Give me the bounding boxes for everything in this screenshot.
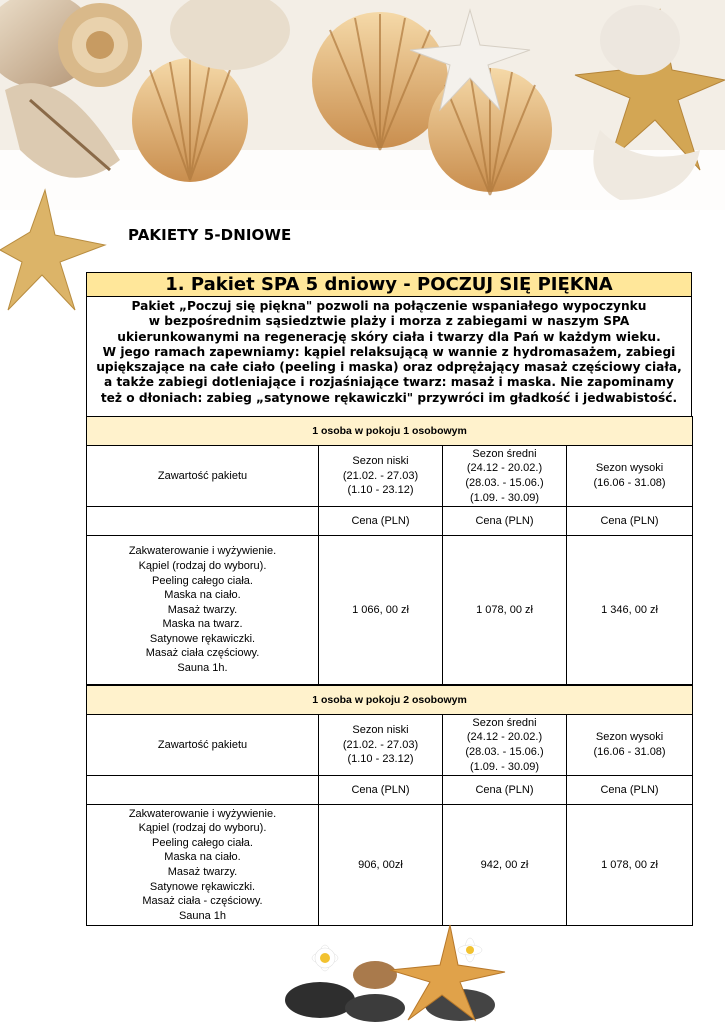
package-item: Satynowe rękawiczki.	[149, 632, 256, 645]
price-high: 1 346, 00 zł	[567, 536, 693, 685]
price-label: Cena (PLN)	[443, 776, 567, 805]
package-box	[86, 272, 692, 417]
season-dates: (24.12 - 20.02.)	[466, 731, 543, 744]
season-name: Sezon wysoki	[595, 731, 664, 744]
package-item: Sauna 1h	[178, 909, 227, 922]
section-title: PAKIETY 5-DNIOWE	[128, 226, 292, 244]
season-high	[567, 715, 693, 776]
package-item: Peeling całego ciała.	[152, 574, 253, 587]
season-high	[567, 446, 693, 507]
season-dates: (21.02. - 27.03)	[342, 738, 419, 751]
package-item: Maska na ciało.	[164, 851, 241, 864]
package-item: Masaż twarzy.	[167, 603, 238, 616]
package-items	[87, 805, 319, 926]
price-label: Cena (PLN)	[319, 776, 443, 805]
description-line: też o dłoniach: zabieg „satynowe rękawiczki" przywróci im gładkość i jedwabistość.	[100, 390, 678, 405]
content-label: Zawartość pakietu	[87, 715, 319, 776]
price-low: 1 066, 00 zł	[319, 536, 443, 685]
season-low	[319, 715, 443, 776]
price-label: Cena (PLN)	[443, 507, 567, 536]
price-high: 1 078, 00 zł	[567, 805, 693, 926]
price-mid: 942, 00 zł	[443, 805, 567, 926]
season-dates: (16.06 - 31.08)	[593, 746, 666, 758]
season-dates: (1.09. - 30.09)	[469, 491, 540, 504]
price-table-double-room	[86, 685, 693, 926]
season-mid	[443, 446, 567, 507]
starfish-footer-image	[280, 920, 510, 1024]
package-item: Maska na twarz.	[162, 618, 243, 631]
season-name: Sezon niski	[352, 724, 409, 737]
season-dates: (1.10 - 23.12)	[347, 753, 414, 766]
season-dates: (24.12 - 20.02.)	[466, 462, 543, 475]
package-item: Kąpiel (rodzaj do wyboru).	[138, 822, 267, 835]
season-name: Sezon wysoki	[595, 462, 664, 475]
package-title: 1. Pakiet SPA 5 dniowy - POCZUJ SIĘ PIĘKNA	[87, 273, 691, 297]
package-item: Masaż twarzy.	[167, 866, 238, 878]
season-dates: (16.06 - 31.08)	[593, 477, 666, 489]
season-dates: (28.03. - 15.06.)	[465, 746, 544, 758]
description-line: w bezpośrednim sąsiedztwie plaży i morza z zabiegami w naszym SPA	[148, 314, 630, 329]
package-item: Sauna 1h.	[177, 662, 228, 675]
description-line: a także zabiegi dotleniające i rozjaśniające twarz: masaż i maska. Nie zapominamy	[104, 375, 674, 390]
price-label: Cena (PLN)	[319, 507, 443, 536]
season-dates: (21.02. - 27.03)	[342, 469, 419, 482]
package-item: Zakwaterowanie i wyżywienie.	[128, 807, 277, 820]
package-item: Masaż ciała częściowy.	[145, 647, 260, 660]
season-dates: (1.10 - 23.12)	[347, 484, 414, 497]
empty-cell	[87, 507, 319, 536]
price-label: Cena (PLN)	[567, 507, 693, 536]
description-line: ukierunkowanymi na regenerację skóry ciała i twarzy dla Pań w każdym wieku.	[117, 329, 661, 344]
price-label: Cena (PLN)	[567, 776, 693, 805]
description-line: W jego ramach zapewniamy: kąpiel relaksującą w wannie z hydromasażem, zabiegi	[102, 344, 676, 359]
season-name: Sezon średni	[472, 447, 537, 460]
season-low	[319, 446, 443, 507]
season-dates: (28.03. - 15.06.)	[465, 477, 544, 489]
package-item: Maska na ciało.	[164, 589, 241, 602]
package-item: Masaż ciała - częściowy.	[142, 895, 263, 908]
season-name: Sezon niski	[352, 455, 409, 468]
package-items	[87, 536, 319, 685]
season-name: Sezon średni	[472, 716, 537, 729]
content-label: Zawartość pakietu	[87, 446, 319, 507]
empty-cell	[87, 776, 319, 805]
season-mid	[443, 715, 567, 776]
description-line: upiększające na całe ciało (peeling i maska) oraz odprężający masaż częściowy ciała,	[96, 360, 682, 375]
price-mid: 1 078, 00 zł	[443, 536, 567, 685]
season-dates: (1.09. - 30.09)	[469, 760, 540, 773]
table-header: 1 osoba w pokoju 2 osobowym	[87, 686, 693, 715]
package-item: Kąpiel (rodzaj do wyboru).	[138, 559, 267, 572]
package-item: Satynowe rękawiczki.	[149, 880, 256, 893]
price-low: 906, 00zł	[319, 805, 443, 926]
description-line: Pakiet „Poczuj się piękna" pozwoli na połączenie wspaniałego wypoczynku	[131, 299, 647, 313]
package-item: Zakwaterowanie i wyżywienie.	[128, 545, 277, 558]
table-header: 1 osoba w pokoju 1 osobowym	[87, 417, 693, 446]
price-table-single-room	[86, 416, 693, 685]
package-description	[87, 297, 691, 416]
package-item: Peeling całego ciała.	[152, 836, 253, 849]
